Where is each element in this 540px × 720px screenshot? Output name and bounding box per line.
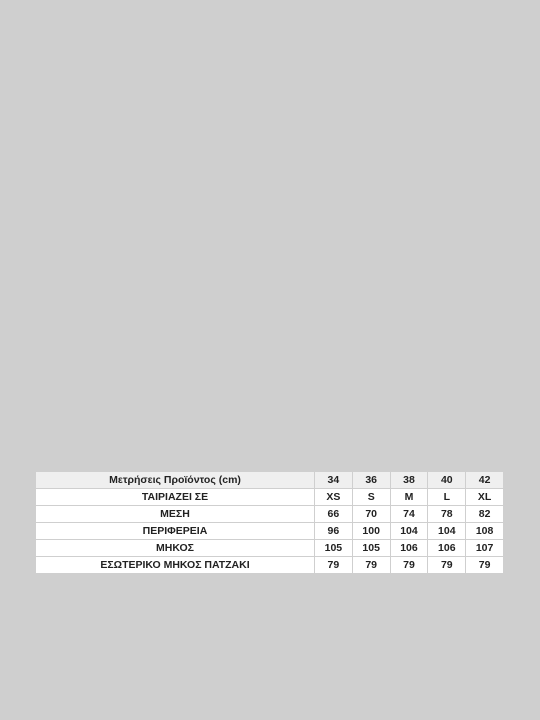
- value-cell: 105: [315, 540, 353, 557]
- size-chart-table: [35, 471, 504, 574]
- header-size-cell: 34: [315, 472, 353, 489]
- value-cell: 96: [315, 523, 353, 540]
- value-cell: 79: [428, 557, 466, 574]
- value-cell: 106: [428, 540, 466, 557]
- row-label-cell: ΜΗΚΟΣ: [36, 540, 315, 557]
- value-cell: 79: [390, 557, 428, 574]
- value-cell: 66: [315, 506, 353, 523]
- table-row: [36, 489, 504, 506]
- header-size-cell: 42: [466, 472, 504, 489]
- value-cell: 79: [315, 557, 353, 574]
- header-size-cell: 38: [390, 472, 428, 489]
- row-label-cell: ΠΕΡΙΦΕΡΕΙΑ: [36, 523, 315, 540]
- value-cell: XS: [315, 489, 353, 506]
- value-cell: 104: [428, 523, 466, 540]
- value-cell: 106: [390, 540, 428, 557]
- row-label-cell: ΕΣΩΤΕΡΙΚΟ ΜΗΚΟΣ ΠΑΤΖΑΚΙ: [36, 557, 315, 574]
- value-cell: XL: [466, 489, 504, 506]
- table-row: [36, 506, 504, 523]
- value-cell: 78: [428, 506, 466, 523]
- table-row: [36, 540, 504, 557]
- value-cell: 105: [352, 540, 390, 557]
- row-label-cell: ΜΕΣΗ: [36, 506, 315, 523]
- value-cell: 82: [466, 506, 504, 523]
- value-cell: 70: [352, 506, 390, 523]
- table-header-row: [36, 472, 504, 489]
- value-cell: 107: [466, 540, 504, 557]
- header-label-cell: Μετρήσεις Προϊόντος (cm): [36, 472, 315, 489]
- value-cell: 79: [352, 557, 390, 574]
- value-cell: 104: [390, 523, 428, 540]
- value-cell: L: [428, 489, 466, 506]
- value-cell: 74: [390, 506, 428, 523]
- table-row: [36, 523, 504, 540]
- value-cell: M: [390, 489, 428, 506]
- value-cell: 108: [466, 523, 504, 540]
- value-cell: S: [352, 489, 390, 506]
- value-cell: 79: [466, 557, 504, 574]
- header-size-cell: 36: [352, 472, 390, 489]
- table-row: [36, 557, 504, 574]
- value-cell: 100: [352, 523, 390, 540]
- header-size-cell: 40: [428, 472, 466, 489]
- row-label-cell: ΤΑΙΡΙΑΖΕΙ ΣΕ: [36, 489, 315, 506]
